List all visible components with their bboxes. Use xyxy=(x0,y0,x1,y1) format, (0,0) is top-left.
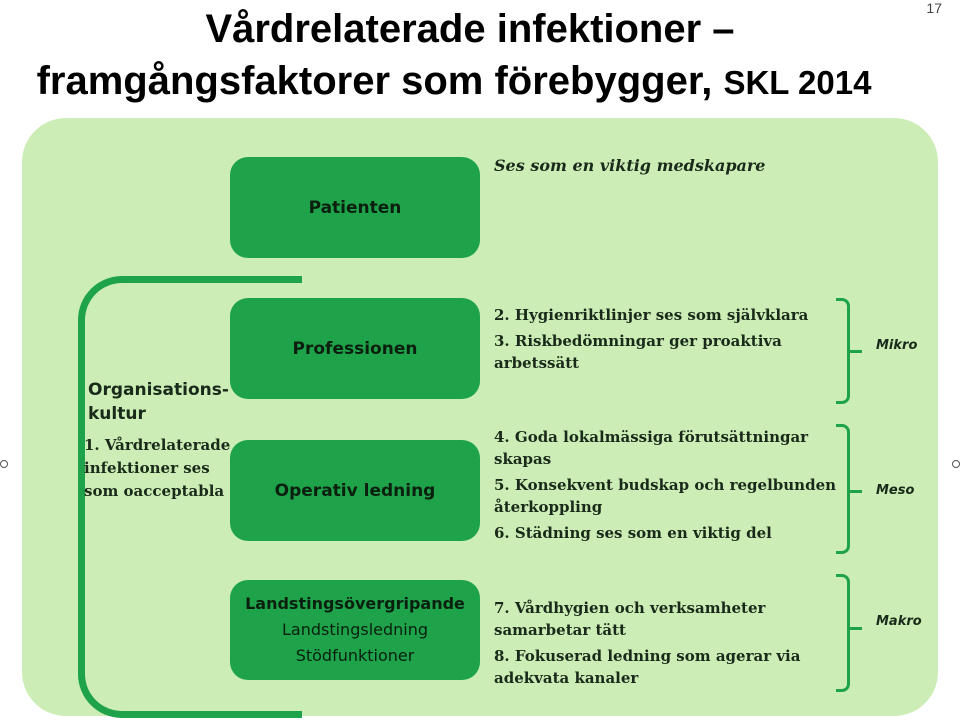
slide-title-line1: Vårdrelaterade infektioner – xyxy=(205,7,735,51)
bracket-meso xyxy=(836,424,850,554)
organisation-item-line2: infektioner ses xyxy=(84,459,210,477)
organisation-text xyxy=(84,378,238,503)
box-operativ-ledning-label: Operativ ledning xyxy=(274,480,436,501)
slide-title-line2-small: SKL 2014 xyxy=(723,64,872,101)
slide-title-line2-main: framgångsfaktorer som förebygger, xyxy=(36,59,724,103)
organisation-heading xyxy=(88,378,238,426)
factor-7 xyxy=(494,597,800,641)
level-meso: Meso xyxy=(876,483,915,498)
slide-title-line2 xyxy=(0,58,934,106)
box-landstingsovergripande xyxy=(230,580,480,680)
factor-4-line1: 4. Goda lokalmässiga förutsättningar xyxy=(494,428,809,446)
organisation-item xyxy=(84,434,238,503)
factor-8-line1: 8. Fokuserad ledning som agerar via xyxy=(494,647,801,665)
bracket-meso-tick xyxy=(850,490,862,493)
box-professionen-label: Professionen xyxy=(292,338,418,359)
factor-8 xyxy=(494,645,800,689)
level-makro: Makro xyxy=(876,614,922,629)
box-landsting-sub2-label: Stödfunktioner xyxy=(295,646,415,665)
factors-meso xyxy=(494,426,836,548)
factor-7-line1: 7. Vårdhygien och verksamheter xyxy=(494,599,766,617)
bracket-makro xyxy=(836,574,850,692)
page-number: 17 xyxy=(926,0,942,16)
bracket-mikro xyxy=(836,298,850,404)
factor-2: 2. Hygienriktlinjer ses som självklara xyxy=(494,306,809,324)
factor-5-line1: 5. Konsekvent budskap och regelbunden xyxy=(494,476,837,494)
box-landsting-sub1-label: Landstingsledning xyxy=(281,620,429,639)
organisation-heading-line1: Organisations- xyxy=(88,380,229,400)
factor-7-line2: samarbetar tätt xyxy=(494,621,626,639)
factor-4-line2: skapas xyxy=(494,450,552,468)
factor-3-line2: arbetssätt xyxy=(494,354,580,372)
left-edge-handle xyxy=(0,460,8,468)
right-edge-handle xyxy=(952,460,960,468)
factor-5 xyxy=(494,474,836,518)
box-patienten-label: Patienten xyxy=(308,197,402,218)
box-landsting-main-label: Landstingsövergripande xyxy=(245,594,465,613)
factor-4 xyxy=(494,426,836,470)
box-patienten xyxy=(230,157,480,258)
box-professionen xyxy=(230,298,480,399)
organisation-item-line3: som oacceptabla xyxy=(84,482,225,500)
factor-6: 6. Städning ses som en viktig del xyxy=(494,524,772,542)
organisation-heading-line2: kultur xyxy=(88,404,146,424)
bracket-mikro-tick xyxy=(850,350,862,353)
factor-8-line2: adekvata kanaler xyxy=(494,669,639,687)
factor-3 xyxy=(494,330,808,374)
organisation-item-line1: 1. Vårdrelaterade xyxy=(84,436,231,454)
factors-mikro xyxy=(494,304,808,378)
level-mikro: Mikro xyxy=(876,338,918,353)
bracket-makro-tick xyxy=(850,627,862,630)
patient-role-text: Ses som en viktig medskapare xyxy=(494,156,766,175)
factors-makro xyxy=(494,597,800,693)
factor-3-line1: 3. Riskbedömningar ger proaktiva xyxy=(494,332,782,350)
box-operativ-ledning xyxy=(230,440,480,541)
factor-5-line2: återkoppling xyxy=(494,498,603,516)
